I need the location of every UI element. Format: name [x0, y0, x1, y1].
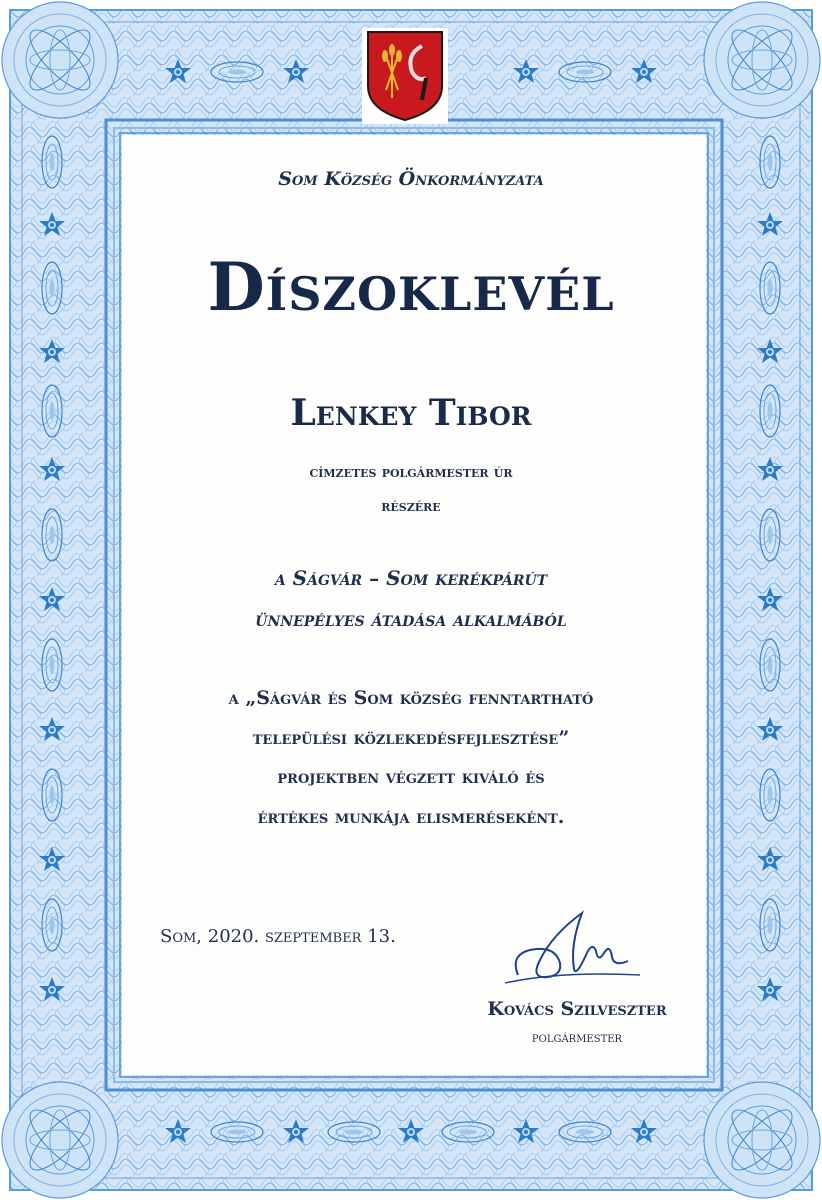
- body-line-2: települési közlekedésfejlesztése”: [252, 727, 570, 749]
- date-place: Som, 2020. szeptember 13.: [160, 926, 396, 947]
- occasion-line-1: a Ságvár – Som kerékpárút: [274, 566, 548, 590]
- recipient-rank: címzetes polgármester úr: [309, 463, 513, 481]
- recipient-for: részére: [381, 497, 441, 515]
- signer-name: Kovács Szilveszter: [487, 998, 667, 1020]
- issuer-name: Som Község Önkormányzata: [278, 168, 544, 190]
- body-line-3: projektben végzett kiváló és: [277, 766, 545, 788]
- signer-role: polgármester: [531, 1030, 623, 1046]
- recipient-name: Lenkey Tibor: [290, 392, 532, 434]
- coat-of-arms-icon: [362, 28, 448, 124]
- certificate-title: Díszoklevél: [207, 248, 615, 326]
- signature-icon: [500, 905, 650, 990]
- body-line-1: a „Ságvár és Som község fenntartható: [228, 687, 594, 709]
- occasion-line-2: ünnepélyes átadása alkalmából: [255, 607, 567, 631]
- body-line-4: értékes munkája elismeréseként.: [257, 806, 565, 828]
